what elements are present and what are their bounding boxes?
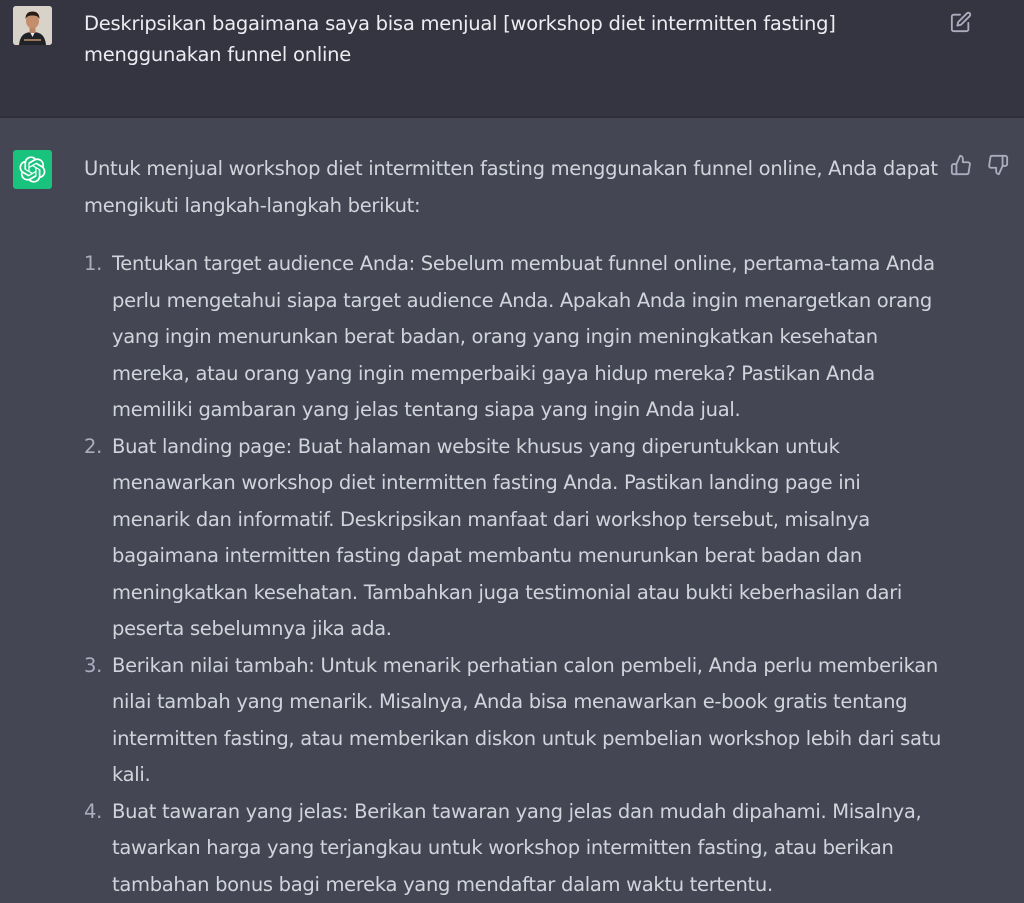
user-message-text: Deskripsikan bagaimana saya bisa menjual [workshop diet intermitten fasting] menggunakan funnel online — [84, 8, 904, 70]
list-item-number: 4. — [84, 794, 102, 831]
list-item-text: Buat landing page: Buat halaman website khusus yang diperuntukkan untuk menawarkan workshop diet intermitten fasting Anda. Pastikan landing page ini menarik dan informatif. Deskripsikan manfaat dari workshop tersebut, misalnya bagaimana intermitten fasting dapat membantu menurunkan berat badan dan meningkatkan kesehatan. Tambahkan juga testimonial atau bukti keberhasilan dari peserta sebelumnya jika ada. — [112, 435, 902, 641]
list-item-text: Buat tawaran yang jelas: Berikan tawaran yang jelas dan mudah dipahami. Misalnya, tawarkan harga yang terjangkau untuk workshop intermitten fasting, atau berikan tambahan bonus bagi mereka yang mendaftar dalam waktu tertentu. — [112, 800, 921, 896]
list-item-number: 1. — [84, 246, 102, 283]
openai-logo-icon — [13, 150, 52, 189]
edit-icon[interactable] — [950, 11, 972, 33]
user-avatar — [13, 6, 52, 45]
user-message-row — [0, 0, 1024, 116]
assistant-intro-text: Untuk menjual workshop diet intermitten fasting menggunakan funnel online, Anda dapat mengikuti langkah-langkah berikut: — [84, 151, 944, 224]
list-item-number: 3. — [84, 648, 102, 685]
list-item — [84, 246, 944, 429]
list-item-text: Tentukan target audience Anda: Sebelum membuat funnel online, pertama-tama Anda perlu mengetahui siapa target audience Anda. Apakah Anda ingin menargetkan orang yang ingin menurunkan berat badan, orang yang ingin meningkatkan kesehatan mereka, atau orang yang ingin memperbaiki gaya hidup mereka? Pastikan Anda memiliki gambaran yang jelas tentang siapa yang ingin Anda jual. — [112, 252, 935, 421]
thumbs-up-icon[interactable] — [950, 154, 972, 176]
list-item — [84, 648, 944, 794]
steps-list — [84, 246, 944, 903]
list-item-number: 2. — [84, 429, 102, 466]
list-item-text: Berikan nilai tambah: Untuk menarik perhatian calon pembeli, Anda perlu memberikan nilai tambah yang menarik. Misalnya, Anda bisa menawarkan e-book gratis tentang intermitten fasting, atau memberikan diskon untuk pembelian workshop lebih dari satu kali. — [112, 654, 941, 787]
list-item — [84, 429, 944, 648]
list-item — [84, 794, 944, 903]
thumbs-down-icon[interactable] — [987, 154, 1009, 176]
assistant-message-content — [84, 151, 944, 903]
